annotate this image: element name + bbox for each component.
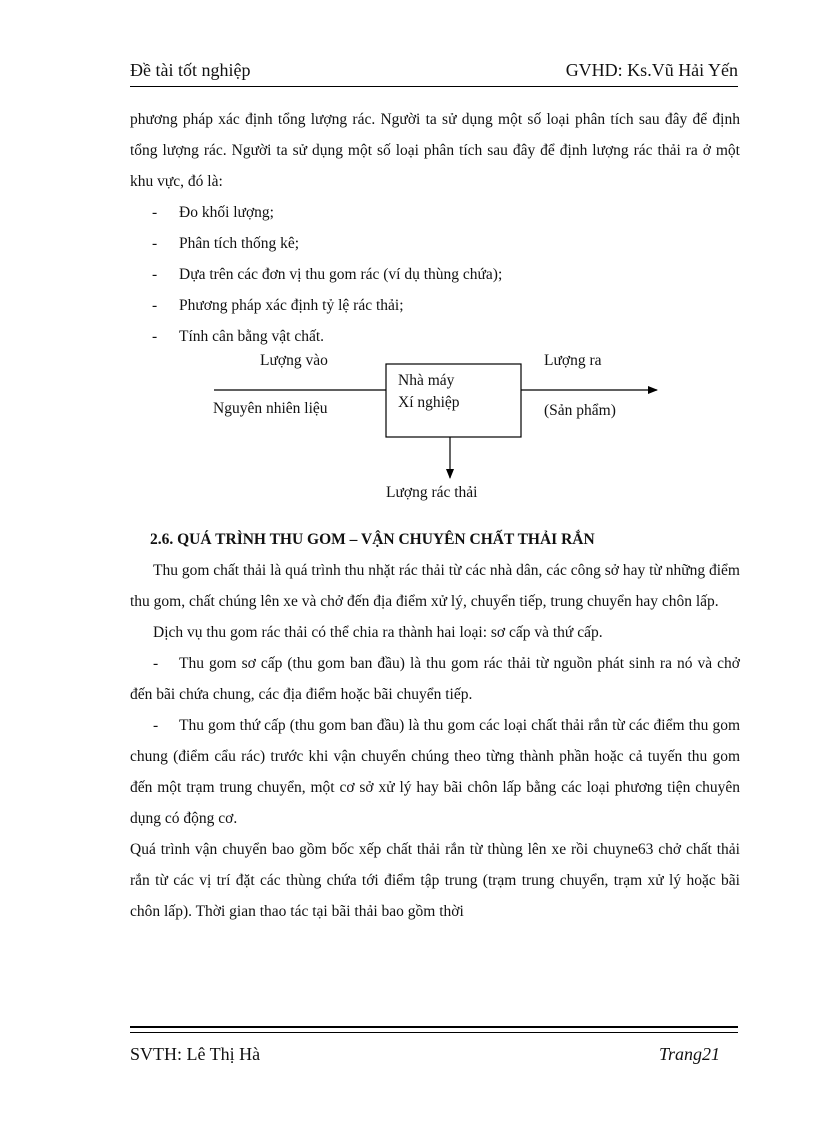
method-item [130, 321, 740, 352]
paragraph-secondary-collection [130, 710, 740, 834]
method-item [130, 259, 740, 290]
paragraph-primary-collection [130, 648, 740, 710]
input-label-top: Lượng vào [260, 352, 328, 369]
page-header [130, 60, 738, 86]
method-text: Phân tích thống kê; [179, 235, 300, 252]
intro-paragraph: phương pháp xác định tổng lượng rác. Người ta sử dụng một số loại phân tích sau đây để định tổng lượng rác. Người ta sử dụng một số loại phân tích sau đây để định lượng rác thải ra ở một khu vực, đó là: [130, 111, 740, 190]
footer-page-number: Trang21 [658, 1044, 720, 1064]
method-item [130, 290, 740, 321]
section-heading: 2.6. QUÁ TRÌNH THU GOM – VẬN CHUYÊN CHẤT THẢI RẮN [150, 531, 595, 548]
secondary-collection-text: Thu gom thứ cấp (thu gom ban đầu) là thu gom các loại chất thải rắn từ các điểm thu gom chung (điểm cẩu rác) trước khi vận chuyển chúng theo từng thành phần hoặc cả tuyến thu gom đến một trạm trung chuyển, một cơ sở xử lý hay bãi chôn lấp bằng các loại phương tiện chuyên dụng có động cơ. [130, 717, 740, 827]
footer-divider-thick [130, 1026, 738, 1028]
mass-balance-diagram [130, 352, 740, 524]
method-text: Phương pháp xác định tỷ lệ rác thải; [179, 297, 404, 314]
input-label-bottom: Nguyên nhiên liệu [213, 400, 328, 417]
bullet-dash: - [152, 235, 158, 252]
output-label-bottom: (Sản phẩm) [544, 402, 616, 419]
bullet-dash: - [152, 297, 158, 314]
method-text: Tính cân bằng vật chất. [179, 328, 325, 345]
bullet-dash: - [153, 717, 159, 734]
box-label-line1: Nhà máy [398, 372, 455, 389]
method-item [130, 228, 740, 259]
waste-label: Lượng rác thải [386, 484, 478, 501]
bullet-dash: - [152, 204, 158, 221]
bullet-dash: - [152, 328, 158, 345]
footer-divider-thin [130, 1032, 738, 1033]
output-label-top: Lượng ra [544, 352, 602, 369]
paragraph-collection-definition: Thu gom chất thải là quá trình thu nhặt rác thải từ các nhà dân, các công sở hay từ những điểm thu gom, chất chúng lên xe và chở đến địa điểm xử lý, chuyển tiếp, trung chuyển hay chôn lấp. [130, 562, 740, 610]
header-advisor: GVHD: Ks.Vũ Hải Yến [565, 60, 738, 80]
method-text: Dựa trên các đơn vị thu gom rác (ví dụ thùng chứa); [179, 266, 503, 283]
header-thesis-title: Đề tài tốt nghiệp [130, 60, 251, 80]
method-text: Đo khối lượng; [179, 204, 274, 221]
footer-student: SVTH: Lê Thị Hà [130, 1044, 261, 1064]
paragraph-collection-types: Dịch vụ thu gom rác thải có thể chia ra thành hai loại: sơ cấp và thứ cấp. [153, 624, 603, 641]
page-body [130, 104, 740, 927]
box-label-line2: Xí nghiệp [398, 394, 460, 411]
header-divider [130, 86, 738, 87]
paragraph-transport-process: Quá trình vận chuyển bao gồm bốc xếp chất thải rắn từ thùng lên xe rồi chuyne63 chở chất thải rắn từ các vị trí đặt các thùng chứa tới điểm tập trung (trạm trung chuyển, trạm xử lý hoặc bãi chôn lấp). Thời gian thao tác tại bãi thải bao gồm thời [130, 841, 740, 920]
page-footer [130, 1044, 720, 1070]
method-item [130, 197, 740, 228]
bullet-dash: - [152, 266, 158, 283]
primary-collection-text: Thu gom sơ cấp (thu gom ban đầu) là thu gom rác thải từ nguồn phát sinh ra nó và chở đến bãi chứa chung, các địa điểm hoặc bãi chuyển tiếp. [130, 655, 740, 703]
bullet-dash: - [153, 655, 159, 672]
